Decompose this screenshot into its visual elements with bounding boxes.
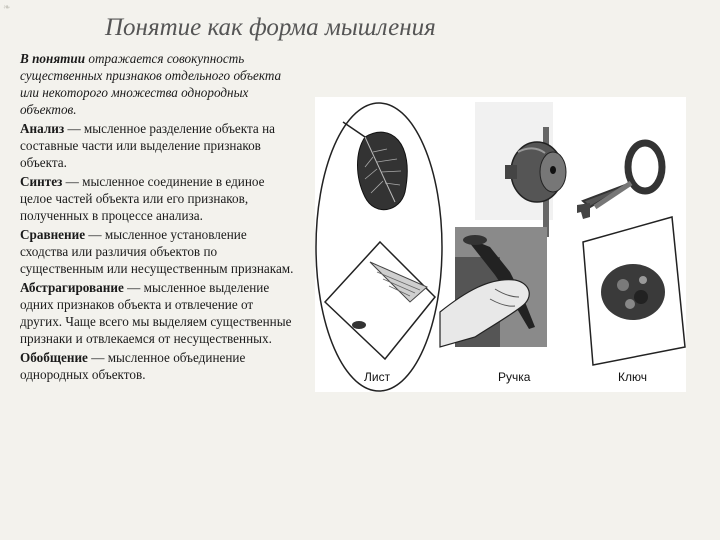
- leaf-image: [343, 122, 407, 210]
- definition-text: — мысленное установление сходства или различия объектов по существенным или несущественным признакам.: [20, 227, 294, 276]
- photo-card-image: [583, 217, 685, 365]
- definition-text: — мысленное разделение объекта на составные части или выделение признаков объекта.: [20, 121, 275, 170]
- intro-paragraph: [20, 50, 295, 118]
- intro-rest: отражается совокупность существенных признаков отдельного объекта или некоторого множества однородных объектов.: [20, 51, 282, 117]
- hand-with-handle-image: [440, 227, 547, 347]
- letter-image: [325, 242, 435, 359]
- definition-text: — мысленное соединение в единое целое частей объекта или его признаков, полученных в процессе анализа.: [20, 174, 265, 223]
- illustration-figure: [315, 97, 686, 392]
- corner-ornament-icon: ❧: [3, 3, 11, 13]
- key-image: [577, 143, 662, 219]
- definition-abstraction: [20, 279, 295, 347]
- definition-generalization: [20, 349, 295, 383]
- definition-term: Анализ: [20, 121, 65, 136]
- illustration-svg: [315, 97, 686, 392]
- door-knob-image: [475, 102, 566, 237]
- definition-term: Синтез: [20, 174, 63, 189]
- definition-term: Обобщение: [20, 350, 88, 365]
- caption-leaf: Лист: [364, 370, 391, 384]
- definition-text: — мысленное объединение однородных объектов.: [20, 350, 246, 382]
- definition-synthesis: [20, 173, 295, 224]
- definition-analysis: [20, 120, 295, 171]
- caption-key: Ключ: [618, 370, 647, 384]
- definition-term: Абстрагирование: [20, 280, 124, 295]
- text-column: [20, 50, 295, 385]
- caption-handle: Ручка: [498, 370, 531, 384]
- slide-title: Понятие как форма мышления: [105, 14, 436, 41]
- definition-term: Сравнение: [20, 227, 86, 242]
- intro-lead: В понятии: [20, 51, 86, 66]
- definition-text: — мысленное выделение одних признаков объекта и отвлечение от других. Чаще всего мы выделяем существенные признаки и отвлекаемся от несущественных.: [20, 280, 292, 346]
- definition-comparison: [20, 226, 295, 277]
